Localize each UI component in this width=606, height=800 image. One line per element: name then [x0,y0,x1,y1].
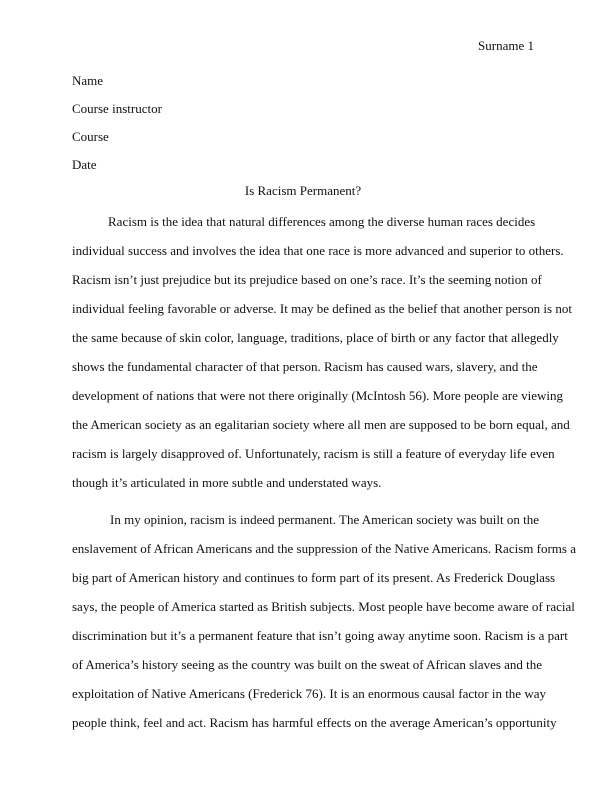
paragraph-line: though it’s articulated in more subtle and understated ways. [72,475,382,490]
running-head: Surname 1 [478,38,534,53]
course-name: Course [72,129,109,144]
paragraph-line: the American society as an egalitarian society where all men are supposed to be born equal, and [72,417,570,432]
date: Date [72,157,97,172]
paragraph-line: says, the people of America started as British subjects. Most people have become aware of racial [72,599,575,614]
paragraph-line: discrimination but it’s a permanent feature that isn’t going away anytime soon. Racism is a part [72,628,568,643]
paragraph-line: In my opinion, racism is indeed permanent. The American society was built on the [110,512,540,527]
paragraph-line: the same because of skin color, language, traditions, place of birth or any factor that allegedly [72,330,559,345]
course-instructor: Course instructor [72,101,162,116]
paragraph-line: racism is largely disapproved of. Unfortunately, racism is still a feature of everyday life even [72,446,555,461]
paragraph-line: big part of American history and continues to form part of its present. As Frederick Douglass [72,570,556,585]
paragraph-line: development of nations that were not there originally (McIntosh 56). More people are viewing [72,388,563,403]
paragraph-line: exploitation of Native Americans (Frederick 76). It is an enormous causal factor in the way [72,686,546,701]
paragraph-line: enslavement of African Americans and the suppression of the Native Americans. Racism forms a [72,541,576,556]
paragraph-line: individual success and involves the idea that one race is more advanced and superior to others. [72,243,564,258]
student-name: Name [72,73,104,88]
paragraph-line: people think, feel and act. Racism has harmful effects on the average American’s opportunity [72,715,557,730]
page-title: Is Racism Permanent? [244,183,362,198]
paragraph-line: individual feeling favorable or adverse. It may be defined as the belief that another person is not [72,301,572,316]
paragraph-line: of America’s history seeing as the country was built on the sweat of African slaves and the [72,657,543,672]
paragraph-line: Racism is the idea that natural differences among the diverse human races decides [108,214,536,229]
paragraph-line: shows the fundamental character of that person. Racism has caused wars, slavery, and the [72,359,538,374]
paragraph-line: Racism isn’t just prejudice but its prejudice based on one’s race. It’s the seeming notion of [72,272,542,287]
